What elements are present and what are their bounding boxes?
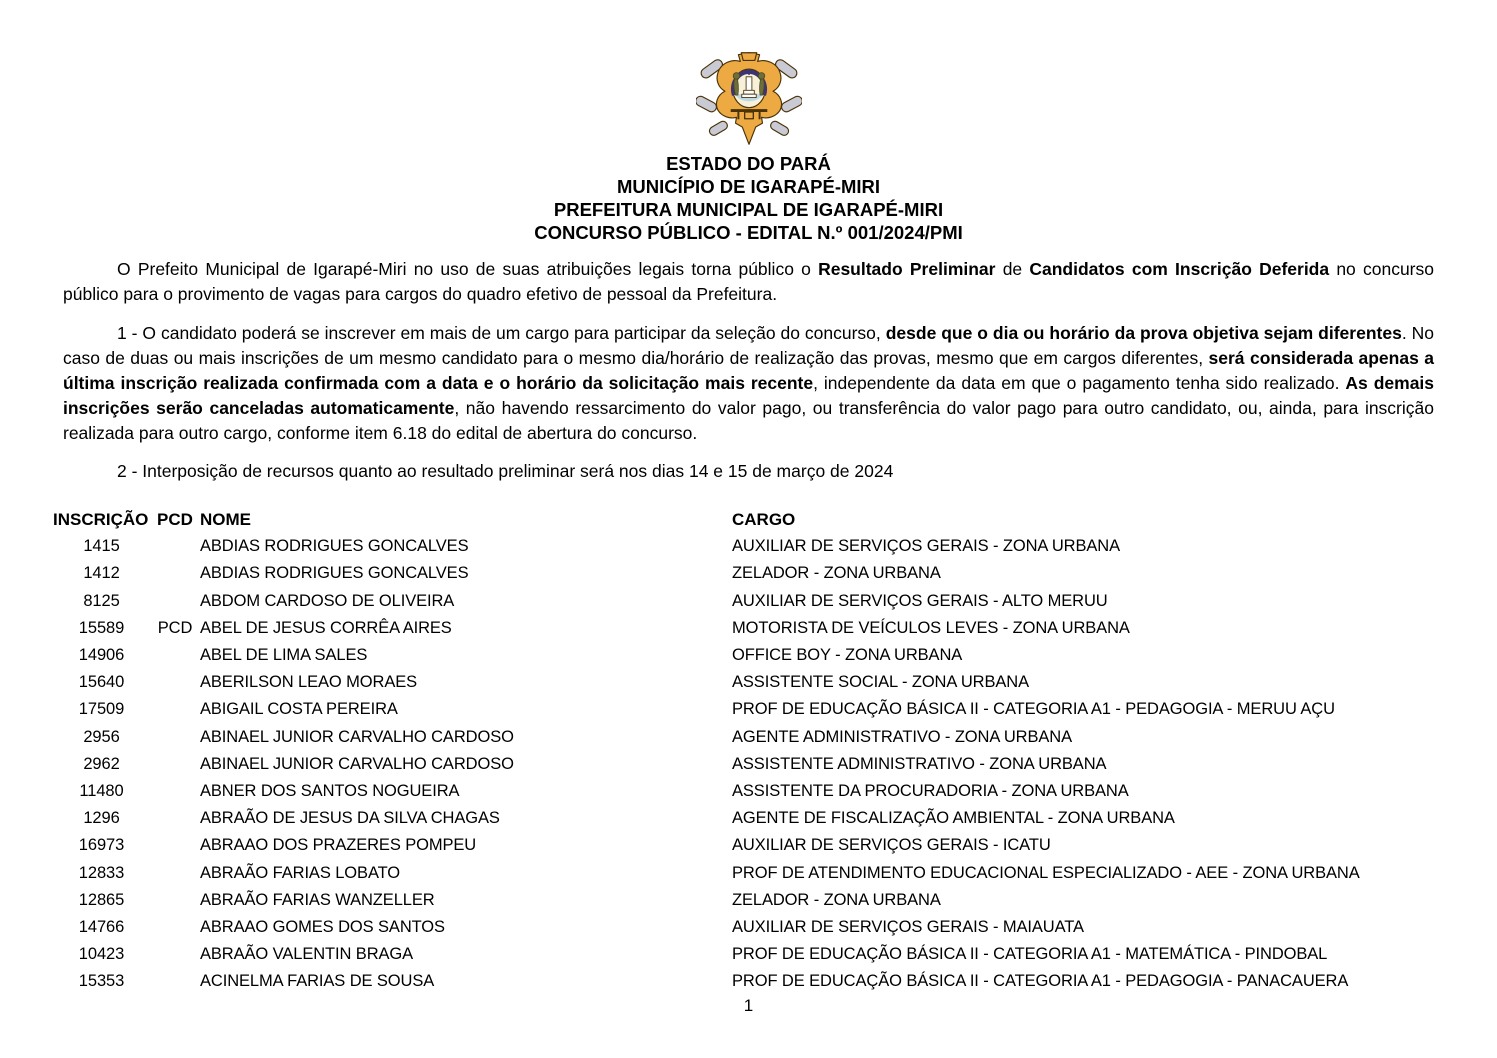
cell-inscricao: 15589 [78, 618, 125, 637]
cell-nome: ABRAÃO DE JESUS DA SILVA CHAGAS [200, 809, 500, 828]
table-row [53, 859, 1457, 886]
cell-nome: ABINAEL JUNIOR CARVALHO CARDOSO [200, 727, 514, 746]
results-table [0, 506, 1497, 995]
header-pcd: PCD [157, 509, 193, 529]
cell-nome: ABRAÃO FARIAS WANZELLER [200, 890, 435, 909]
cell-inscricao: 15640 [78, 673, 125, 692]
cell-cargo: PROF DE EDUCAÇÃO BÁSICA II - CATEGORIA A1 - PEDAGOGIA - PANACAUERA [732, 972, 1349, 991]
org-header-line-state: ESTADO DO PARÁ [666, 153, 831, 174]
cell-nome: ABDIAS RODRIGUES GONCALVES [200, 564, 469, 583]
cell-cargo: AUXILIAR DE SERVIÇOS GERAIS - ALTO MERUU [732, 591, 1108, 610]
header-cargo: CARGO [732, 509, 796, 529]
cell-cargo: ASSISTENTE ADMINISTRATIVO - ZONA URBANA [732, 754, 1107, 773]
cell-inscricao: 14906 [78, 646, 125, 665]
table-row [53, 642, 1457, 669]
table-row [53, 968, 1457, 995]
cell-cargo: AGENTE DE FISCALIZAÇÃO AMBIENTAL - ZONA URBANA [732, 809, 1175, 828]
cell-inscricao: 12865 [78, 890, 125, 909]
cell-cargo: PROF DE EDUCAÇÃO BÁSICA II - CATEGORIA A1 - PEDAGOGIA - MERUU AÇU [732, 700, 1335, 719]
cell-nome: ABRAAO DOS PRAZERES POMPEU [200, 836, 477, 855]
org-header [0, 152, 1497, 244]
cell-inscricao: 1296 [83, 809, 120, 828]
item-1-paragraph: 1 - O candidato poderá se inscrever em mais de um cargo para participar da seleção do concurso, desde que o dia ou horário da prova objetiva sejam diferentes. No caso de duas ou mais inscrições de um mesmo candidato para o mesmo dia/horário de realização das provas, mesmo que em cargos diferentes, será considerada apenas a última inscrição realizada confirmada com a data e o horário da solicitação mais recente, independente da data em que o pagamento tenha sido realizado. As demais inscrições serão canceladas automaticamente, não havendo ressarcimento do valor pago, ou transferência do valor pago para outro candidato, ou, ainda, para inscrição realizada para outro cargo, conforme item 6.18 do edital de abertura do concurso. [63, 323, 1435, 443]
table-row [53, 588, 1457, 615]
cell-inscricao: 1412 [83, 564, 120, 583]
table-row [53, 832, 1457, 859]
org-header-line-hall: PREFEITURA MUNICIPAL DE IGARAPÉ-MIRI [553, 199, 944, 220]
cell-inscricao: 10423 [78, 945, 125, 964]
table-row [53, 533, 1457, 560]
org-header-line-edital: CONCURSO PÚBLICO - EDITAL N.º 001/2024/PMI [534, 222, 963, 243]
cell-cargo: AUXILIAR DE SERVIÇOS GERAIS - ICATU [732, 836, 1051, 855]
cell-pcd: PCD [157, 618, 193, 637]
cell-nome: ABERILSON LEAO MORAES [200, 673, 418, 692]
cell-cargo: ZELADOR - ZONA URBANA [732, 564, 941, 583]
cell-inscricao: 12833 [78, 863, 125, 882]
cell-cargo: ASSISTENTE SOCIAL - ZONA URBANA [732, 673, 1030, 692]
cell-cargo: MOTORISTA DE VEÍCULOS LEVES - ZONA URBANA [732, 618, 1130, 637]
cell-cargo: ASSISTENTE DA PROCURADORIA - ZONA URBANA [732, 781, 1129, 800]
table-row [53, 778, 1457, 805]
cell-inscricao: 2962 [83, 754, 120, 773]
table-row [53, 887, 1457, 914]
table-row [53, 696, 1457, 723]
cell-nome: ABDOM CARDOSO DE OLIVEIRA [200, 591, 455, 610]
cell-nome: ABEL DE JESUS CORRÊA AIRES [200, 618, 452, 637]
cell-nome: ABINAEL JUNIOR CARVALHO CARDOSO [200, 754, 514, 773]
cell-nome: ABNER DOS SANTOS NOGUEIRA [200, 781, 460, 800]
item-2-paragraph: 2 - Interposição de recursos quanto ao resultado preliminar será nos dias 14 e 15 de março de 2024 [117, 461, 894, 481]
cell-cargo: OFFICE BOY - ZONA URBANA [732, 646, 963, 665]
cell-nome: ABRAÃO FARIAS LOBATO [200, 863, 401, 882]
table-row [53, 941, 1457, 968]
cell-cargo: AUXILIAR DE SERVIÇOS GERAIS - ZONA URBANA [732, 537, 1121, 556]
table-row [53, 805, 1457, 832]
org-header-line-city: MUNICÍPIO DE IGARAPÉ-MIRI [616, 176, 881, 197]
cell-nome: ACINELMA FARIAS DE SOUSA [200, 972, 435, 991]
cell-cargo: AGENTE ADMINISTRATIVO - ZONA URBANA [732, 727, 1072, 746]
cell-inscricao: 2956 [83, 727, 120, 746]
cell-inscricao: 15353 [78, 972, 125, 991]
cell-inscricao: 16973 [78, 836, 125, 855]
cell-inscricao: 14766 [78, 917, 125, 936]
table-row [53, 751, 1457, 778]
cell-cargo: PROF DE EDUCAÇÃO BÁSICA II - CATEGORIA A1 - MATEMÁTICA - PINDOBAL [732, 945, 1328, 964]
cell-inscricao: 11480 [79, 781, 124, 800]
table-row [53, 724, 1457, 751]
table-header-row [53, 506, 1457, 533]
logo-container [0, 0, 1497, 148]
cell-nome: ABDIAS RODRIGUES GONCALVES [200, 537, 469, 556]
cell-cargo: PROF DE ATENDIMENTO EDUCACIONAL ESPECIALIZADO - AEE - ZONA URBANA [732, 863, 1360, 882]
cell-inscricao: 1415 [83, 537, 120, 556]
header-nome: NOME [200, 509, 251, 529]
cell-inscricao: 17509 [78, 700, 125, 719]
cell-nome: ABRAAO GOMES DOS SANTOS [200, 917, 445, 936]
table-row [53, 669, 1457, 696]
table-row [53, 914, 1457, 941]
intro-paragraph: O Prefeito Municipal de Igarapé-Miri no uso de suas atribuições legais torna público o Resultado Preliminar de Candidatos com Inscrição Deferida no concurso público para o provimento de vagas para cargos do quadro efetivo de pessoal da Prefeitura. [63, 259, 1434, 304]
cell-nome: ABEL DE LIMA SALES [200, 646, 368, 665]
results-table-body [0, 533, 1497, 995]
cell-nome: ABIGAIL COSTA PEREIRA [200, 700, 398, 719]
cell-cargo: ZELADOR - ZONA URBANA [732, 890, 941, 909]
cell-nome: ABRAÃO VALENTIN BRAGA [200, 945, 414, 964]
table-row [53, 615, 1457, 642]
header-inscricao: INSCRIÇÃO [53, 509, 149, 529]
cell-cargo: AUXILIAR DE SERVIÇOS GERAIS - MAIAUATA [732, 917, 1084, 936]
page-number: 1 [743, 996, 754, 1016]
table-row [53, 560, 1457, 587]
cell-inscricao: 8125 [83, 591, 120, 610]
coat-of-arms-logo [696, 50, 802, 148]
